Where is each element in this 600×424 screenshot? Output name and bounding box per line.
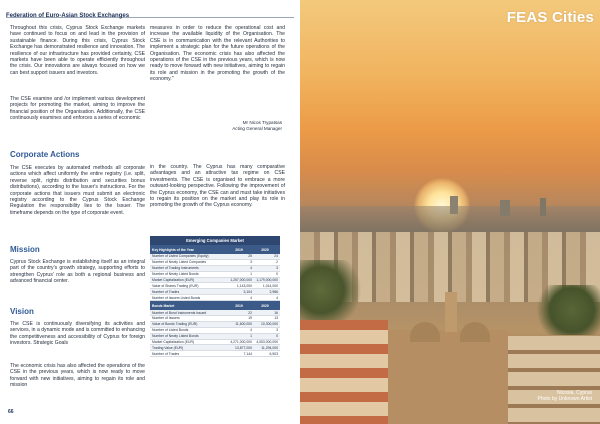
intro-col1-paragraph-2: The CSE examine and /or implement various development projects for promoting the market, aiming to improve the financial position of the Organisation. Additionally, the CSE continuously examines and enforces a series of economic [10, 96, 145, 122]
table-subheader-2-label: Bonds Market [152, 303, 175, 308]
year-2019-col: 2019 [235, 247, 243, 252]
row-label: Number of Listed Companies (Equity) [152, 254, 209, 259]
value-2019: 22 [248, 310, 252, 315]
mission-heading: Mission [10, 245, 40, 254]
value-2020: 10,300,000 [261, 322, 278, 327]
vision-heading: Vision [10, 307, 34, 316]
trees-right [530, 285, 600, 335]
church-building [388, 330, 508, 424]
value-2020: 4,053,000,000 [256, 340, 278, 345]
table-section-2 [150, 310, 280, 357]
tower-2 [500, 200, 510, 216]
value-2019: 1,257,000,000 [230, 278, 252, 282]
value-2020: 3 [276, 266, 278, 271]
value-2020: 6,503 [269, 351, 278, 356]
value-2019: 3,104 [243, 289, 252, 294]
table-subheader-1 [150, 245, 280, 254]
value-2019: 19 [248, 316, 252, 321]
row-label: Value of Bonds Trading (EUR) [152, 322, 198, 327]
row-label: Number of Newly Listed Companies [152, 260, 207, 265]
signature-block [150, 120, 282, 132]
value-2020: 0 [276, 272, 278, 277]
table-subheader-1-label: Key Highlights of the Year [152, 247, 194, 252]
row-label: Number of Issuers Listed Bonds [152, 295, 201, 300]
row-label: Number of Trading Instruments [152, 266, 199, 271]
tower-1 [450, 196, 458, 214]
value-2019: 4 [250, 295, 252, 300]
year-2020-col: 2020 [261, 247, 269, 252]
roofs-left [300, 320, 388, 424]
section-title: FEAS Cities [506, 9, 594, 26]
page-number: 66 [8, 409, 14, 415]
value-2019: 13,877,000 [235, 345, 252, 350]
value-2019: 7,144 [243, 351, 252, 356]
value-2020: 0 [276, 334, 278, 339]
bell-tower [445, 292, 457, 332]
caption-credit: Photo by Unknown Artist [537, 395, 592, 402]
row-label: Market Capitalization (EUR) [152, 340, 195, 345]
row-label: Market Capitalization (EUR) [152, 278, 195, 282]
value-2019: 4 [250, 266, 252, 271]
value-2019: 1 [250, 334, 252, 339]
value-2020: 16 [274, 310, 278, 315]
roofs-right [508, 336, 600, 424]
row-label: Trading Value (EUR) [152, 345, 184, 350]
signature-name: Mr Nicos Trypatsas [242, 120, 282, 125]
trees-left [300, 260, 370, 320]
corporate-actions-heading: Corporate Actions [10, 150, 80, 159]
value-2019: 25 [248, 254, 252, 259]
value-2019: 11,600,000 [235, 322, 252, 327]
intro-col2-paragraph: measures in order to reduce the operational cost and increase the available liquidity of the Organisation. The CSE is in communication with the relevant Authorities to implement a strategic plan for the future operations of the Organisation. The economic crisis has also affected the operations of the CSE in the previous years, which is now ready to move forward with new initiatives, aiming to regain its role and mission in the promoting the growth of the economy." [150, 25, 285, 83]
corporate-actions-col2-paragraph: in the country. The Cyprus has many comparative advantages and an attractive tax regime on CSE investments. The CSE is organised to embrace a more outward-looking perspective. Following the improvement of the Cyprus economy, the CSE can and must take initiatives to regain its position on the market and play its role in promoting the growth of the Cyprus economy. [150, 164, 285, 209]
value-2019: 1 [250, 272, 252, 277]
vision-paragraph-2: The economic crisis has also affected the operations of the CSE in the previous years, which is now ready to move forward with new initiatives, aiming to regain its role and mission [10, 363, 145, 389]
value-2019: 4,271,000,000 [230, 340, 252, 345]
signature-title: Acting General Manager [232, 125, 282, 131]
church-dome-right [460, 322, 490, 342]
running-header [6, 4, 294, 18]
emerging-companies-table [150, 236, 280, 357]
row-label: Value of Shares Trading (EUR) [152, 283, 199, 288]
value-2020: 4 [276, 295, 278, 300]
table-subheader-2 [150, 301, 280, 310]
table-section-1 [150, 254, 280, 301]
value-2020: 1,179,000,000 [256, 278, 278, 282]
value-2019: 1,143,000 [236, 283, 252, 288]
row-label: Number of Newly Listed Bonds [152, 334, 199, 339]
value-2020: 1,014,000 [262, 283, 278, 288]
value-2020: 24 [274, 254, 278, 259]
row-label: Number of Trades [152, 351, 180, 356]
row-label: Number of Trades [152, 289, 180, 294]
value-2020: 2 [276, 260, 278, 265]
value-2020: 13 [274, 316, 278, 321]
year-2019-col: 2019 [235, 303, 243, 308]
church-dome-left [410, 322, 440, 342]
mission-paragraph: Cyprus Stock Exchange is establishing itself as an integral part of the country's growth strategy, supporting efforts to strengthen Cyprus' role as both a regional business and advanced financial center. [10, 259, 145, 285]
header-title: Federation of Euro-Asian Stock Exchanges [6, 13, 130, 19]
tower-3 [540, 198, 546, 216]
row-label: Number of Newly Listed Bonds [152, 272, 199, 277]
city-photo [300, 0, 600, 424]
caption-location: Nicosia, Cyprus [556, 389, 592, 396]
row-label: Number of Bond Instruments Issued [152, 310, 207, 315]
table-title: Emerging Companies Market [150, 236, 280, 245]
photo-caption [538, 390, 592, 402]
vision-paragraph: The CSE is continuously diversifying its activities and services, in a dynamic mode and is committed to enhancing the competitiveness and accessibility of Cyprus for foreign investors. Strategic Goals [10, 321, 145, 347]
value-2019: 3 [250, 260, 252, 265]
corporate-actions-paragraph: The CSE executes by automated methods all corporate actions which affect uniformly the entire registry (i.e. split, reverse split, rights distribution and securities bonus distributions), according to the Issuer's instructions. For the corporate actions that issuers must submit an electronic registry according to the Cyprus Stock Exchange Regulation the responsibility lies to the Issuer. The timeframe depends on the type of corporate event. [10, 165, 145, 216]
table-row [150, 351, 280, 357]
value-2020: 3 [276, 328, 278, 333]
value-2020: 11,294,000 [261, 345, 278, 350]
intro-col1-paragraph: Throughout this crisis, Cyprus Stock Exchange markets have continued to focus on and lead in the provision of sustainable finance. During this crisis, Cyprus Stock Exchange has demonstrated resilience and innovation. The resilience of our infrastructure has provided certainty, CSE markets have been able to operate efficiently throughout the crisis. Our innovations are always focused on how we can best support issuers and investors. [10, 25, 145, 76]
row-label: Number of Issuers [152, 316, 180, 321]
year-2020-col: 2020 [261, 303, 269, 308]
value-2020: 2,986 [269, 289, 278, 294]
row-label: Number of Listed Bonds [152, 328, 189, 333]
value-2019: 4 [250, 328, 252, 333]
